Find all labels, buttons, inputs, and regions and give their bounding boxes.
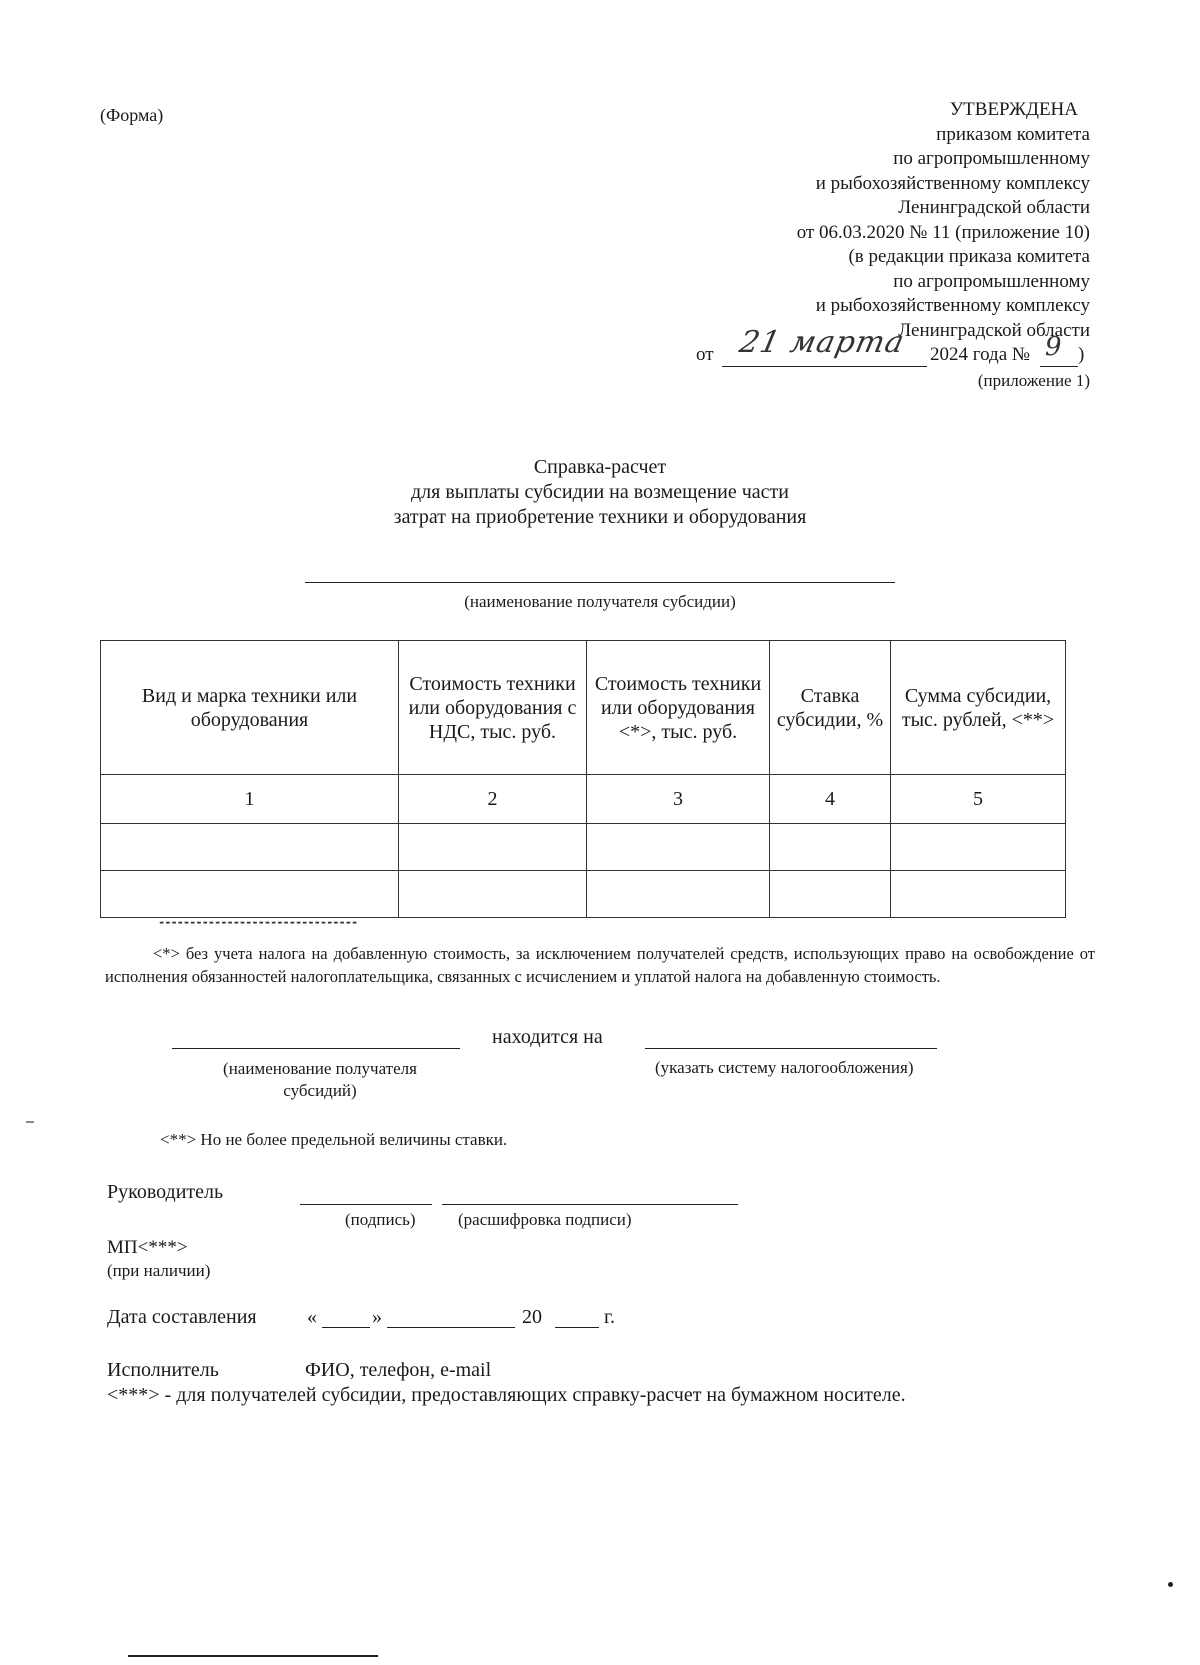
table-number-row [101, 775, 1066, 824]
caption-line: субсидий) [283, 1081, 357, 1100]
head-label: Руководитель [107, 1181, 224, 1203]
order-year: 2024 года № [930, 344, 1031, 365]
recipient-name-line-2 [172, 1048, 460, 1049]
footnote-1 [105, 942, 1095, 988]
appendix-note: (приложение 1) [977, 371, 1090, 390]
date-close-quote: » [372, 1306, 382, 1328]
century-text: 20 [522, 1306, 542, 1328]
empty-cell [891, 824, 1066, 871]
table-row [101, 824, 1066, 871]
close-paren: ) [1078, 344, 1085, 365]
empty-cell [101, 871, 399, 918]
empty-cell [770, 824, 891, 871]
footnote-separator: -------------------------------- [158, 915, 358, 929]
number-cell: 3 [587, 775, 770, 824]
header-cell: Стоимость техники или оборудования <*>, тыс. руб. [587, 641, 770, 775]
executor-label: Исполнитель [107, 1359, 219, 1381]
header-cell: Сумма субсидии, тыс. рублей, <**> [891, 641, 1066, 775]
approval-line: Ленинградской области [898, 197, 1090, 218]
approval-line: УТВЕРЖДЕНА [949, 99, 1078, 120]
number-cell: 1 [101, 775, 399, 824]
located-on-label: находится на [492, 1026, 603, 1048]
header-cell: Стоимость техники или оборудования с НДС, тыс. руб. [399, 641, 587, 775]
title-line-3: затрат на приобретение техники и оборудования [393, 506, 807, 528]
date-underline [722, 366, 927, 367]
table-row [101, 871, 1066, 918]
recipient-name-line [305, 582, 895, 583]
approval-line: и рыбохозяйственному комплексу [815, 172, 1090, 194]
seal-note: (при наличии) [107, 1261, 211, 1280]
tax-system-line [645, 1048, 937, 1049]
approval-block [640, 98, 1090, 391]
bottom-edge-line [128, 1655, 378, 1657]
footnote-1-text: <*> без учета налога на добавленную стоимость, за исключением получателей средств, использующих право на освобождение от исполнения обязанностей налогоплательщика, связанных с исчислением и уплатой налога на добавленную стоимость. [105, 944, 1095, 986]
header-cell: Вид и марка техники или оборудования [101, 641, 399, 775]
tax-system-caption: (указать систему налогообложения) [655, 1058, 914, 1077]
date-open-quote: « [307, 1306, 317, 1328]
title-line-2: для выплаты субсидии на возмещение части [411, 481, 789, 503]
approval-line: (в редакции приказа комитета [848, 246, 1090, 267]
number-cell: 4 [770, 775, 891, 824]
recipient-caption: (наименование получателя субсидии) [464, 592, 736, 611]
footnote-2: <**> Но не более предельной величины ставки. [160, 1130, 508, 1149]
approval-line: Ленинградской области [898, 319, 1090, 341]
approval-line: приказом комитета [936, 123, 1090, 145]
date-label: Дата составления [107, 1306, 257, 1328]
number-cell: 5 [891, 775, 1066, 824]
signature-line [300, 1204, 432, 1205]
handwritten-number: 9 [1045, 332, 1062, 362]
empty-cell [587, 871, 770, 918]
year-suffix: г. [604, 1306, 615, 1328]
scan-speck [1168, 1582, 1173, 1587]
number-cell: 2 [399, 775, 587, 824]
header-cell: Ставка субсидии, % [770, 641, 891, 775]
empty-cell [587, 824, 770, 871]
approval-line: по агропромышленному [893, 148, 1090, 169]
scan-mark [26, 1121, 34, 1123]
empty-cell [101, 824, 399, 871]
day-line [322, 1327, 370, 1328]
recipient-caption-2 [180, 1058, 460, 1102]
decode-caption: (расшифровка подписи) [458, 1210, 632, 1229]
month-line [387, 1327, 515, 1328]
signature-caption: (подпись) [345, 1210, 416, 1229]
approval-line: и рыбохозяйственному комплексу [815, 295, 1090, 316]
approval-line: от 06.03.2020 № 11 (приложение 10) [796, 221, 1090, 243]
signature-decode-line [442, 1204, 738, 1205]
calculation-table [100, 640, 1066, 918]
seal-label: МП<***> [107, 1237, 188, 1258]
number-underline [1040, 366, 1078, 367]
empty-cell [399, 824, 587, 871]
order-prefix: от [696, 344, 714, 365]
footnote-3: <***> - для получателей субсидии, предоставляющих справку-расчет на бумажном носителе. [107, 1384, 906, 1406]
form-label: (Форма) [100, 105, 164, 125]
empty-cell [399, 871, 587, 918]
title-line-1: Справка-расчет [533, 456, 667, 478]
empty-cell [770, 871, 891, 918]
caption-line: (наименование получателя [223, 1059, 417, 1078]
handwritten-date: 21 марта [736, 325, 908, 360]
empty-cell [891, 871, 1066, 918]
executor-value: ФИО, телефон, e-mail [305, 1359, 492, 1381]
document-title [300, 455, 900, 530]
year-line [555, 1327, 599, 1328]
approval-line: по агропромышленному [893, 270, 1090, 292]
table-header-row [101, 641, 1066, 775]
